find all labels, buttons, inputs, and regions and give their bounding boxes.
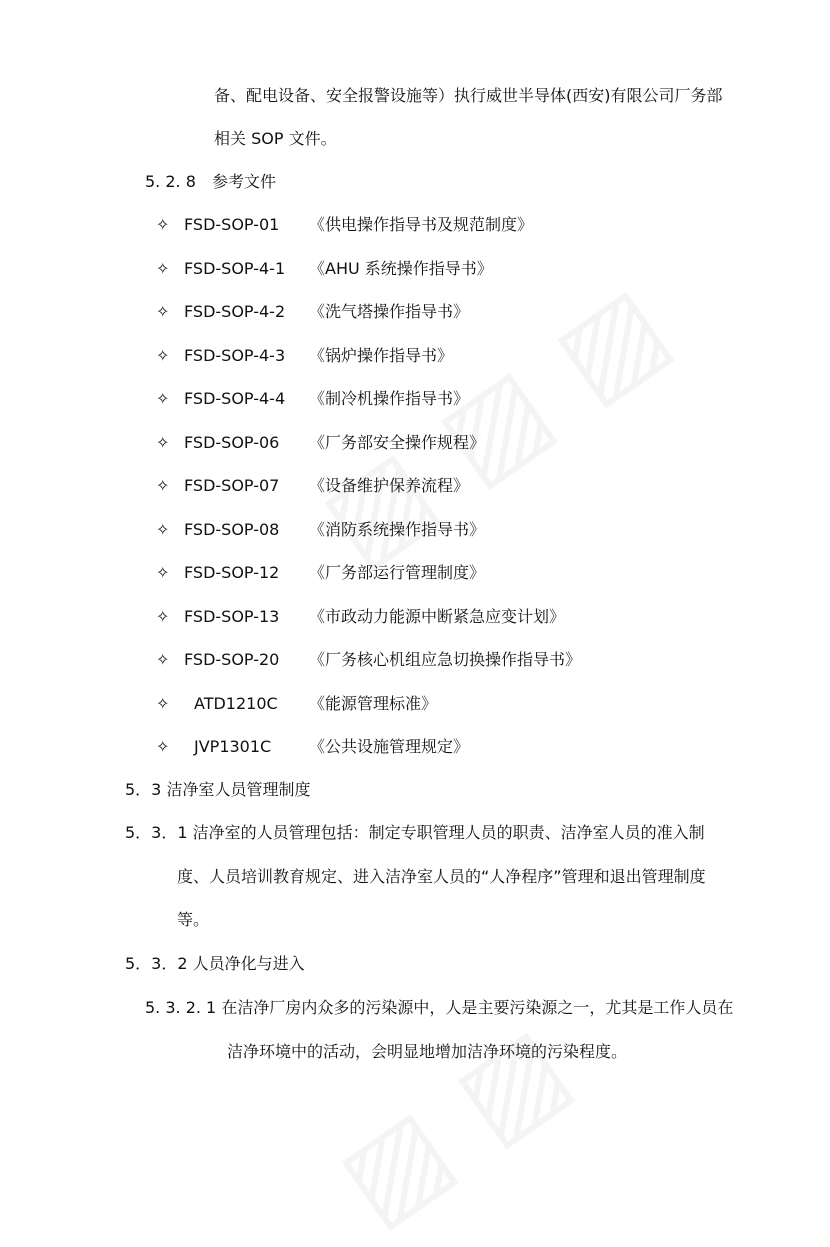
reference-code: FSD-SOP-08 <box>184 520 280 539</box>
reference-code: FSD-SOP-4-4 <box>184 389 286 408</box>
reference-code: FSD-SOP-4-3 <box>184 346 286 365</box>
section-5-3-2-1-line-2: 洁净环境中的活动，会明显地增加洁净环境的污染程度。 <box>227 1042 628 1061</box>
reference-title: 《锅炉操作指导书》 <box>309 346 454 365</box>
reference-code: FSD-SOP-13 <box>184 607 280 626</box>
intro-line-1: 备、配电设备、安全报警设施等）执行威世半导体(西安)有限公司厂务部 <box>214 86 723 105</box>
diamond-bullet-icon: ✧ <box>156 650 170 669</box>
reference-code: FSD-SOP-20 <box>184 650 280 669</box>
diamond-bullet-icon: ✧ <box>156 476 170 495</box>
diamond-bullet-icon: ✧ <box>156 259 170 278</box>
diamond-bullet-icon: ✧ <box>156 215 170 234</box>
diamond-bullet-icon: ✧ <box>156 737 170 756</box>
reference-title: 《消防系统操作指导书》 <box>309 520 486 539</box>
reference-code: ATD1210C <box>194 694 278 713</box>
reference-title: 《设备维护保养流程》 <box>309 476 470 495</box>
reference-code: FSD-SOP-01 <box>184 215 280 234</box>
diamond-bullet-icon: ✧ <box>156 563 170 582</box>
reference-title: 《厂务核心机组应急切换操作指导书》 <box>309 650 582 669</box>
reference-code: JVP1301C <box>194 737 272 756</box>
section-5-3-2-heading: 5．3．2 人员净化与进入 <box>125 954 305 973</box>
diamond-bullet-icon: ✧ <box>156 346 170 365</box>
reference-code: FSD-SOP-06 <box>184 433 280 452</box>
section-5-3-1-line-3: 等。 <box>177 910 210 929</box>
section-5-2-8-title: 参考文件 <box>212 172 277 191</box>
reference-title: 《市政动力能源中断紧急应变计划》 <box>309 607 566 626</box>
reference-code: FSD-SOP-4-2 <box>184 302 286 321</box>
reference-title: 《公共设施管理规定》 <box>309 737 470 756</box>
diamond-bullet-icon: ✧ <box>156 302 170 321</box>
diamond-bullet-icon: ✧ <box>156 607 170 626</box>
reference-title: 《AHU 系统操作指导书》 <box>309 259 493 278</box>
reference-title: 《厂务部安全操作规程》 <box>309 433 486 452</box>
diamond-bullet-icon: ✧ <box>156 389 170 408</box>
reference-code: FSD-SOP-07 <box>184 476 280 495</box>
section-5-3-1-line-2: 度、人员培训教育规定、进入洁净室人员的“人净程序”管理和退出管理制度 <box>177 867 706 886</box>
reference-title: 《厂务部运行管理制度》 <box>309 563 486 582</box>
reference-title: 《供电操作指导书及规范制度》 <box>309 215 534 234</box>
section-5-3-1-line-1: 5．3．1 洁净室的人员管理包括：制定专职管理人员的职责、洁净室人员的准入制 <box>125 823 705 842</box>
reference-title: 《洗气塔操作指导书》 <box>309 302 470 321</box>
section-5-3-heading: 5．3 洁净室人员管理制度 <box>125 780 311 799</box>
section-5-3-2-1-line-1: 5. 3. 2. 1 在洁净厂房内众多的污染源中，人是主要污染源之一，尤其是工作人员在 <box>145 998 734 1017</box>
reference-title: 《能源管理标准》 <box>309 694 438 713</box>
diamond-bullet-icon: ✧ <box>156 520 170 539</box>
reference-code: FSD-SOP-4-1 <box>184 259 286 278</box>
diamond-bullet-icon: ✧ <box>156 433 170 452</box>
watermark <box>316 1001 591 1247</box>
section-5-2-8-number: 5. 2. 8 <box>145 172 196 191</box>
diamond-bullet-icon: ✧ <box>156 694 170 713</box>
reference-title: 《制冷机操作指导书》 <box>309 389 470 408</box>
reference-code: FSD-SOP-12 <box>184 563 280 582</box>
intro-line-2: 相关 SOP 文件。 <box>214 129 337 148</box>
